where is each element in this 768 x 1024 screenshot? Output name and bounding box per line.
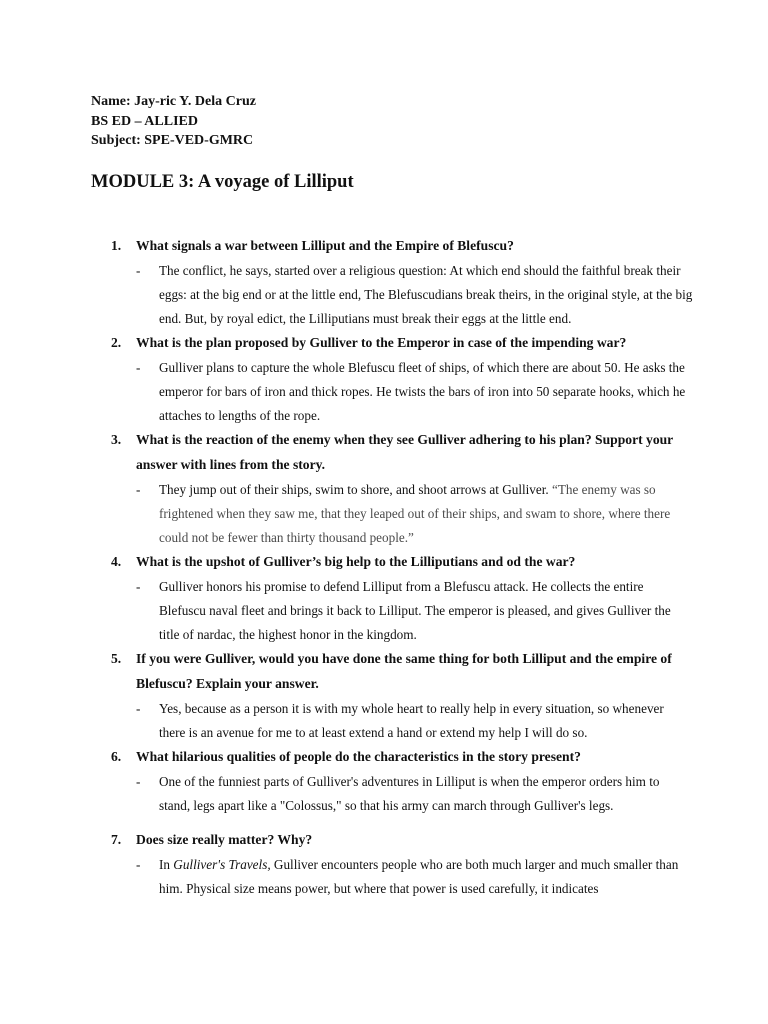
answer-7 [91,853,693,901]
question-item-7 [91,828,693,901]
answer-2 [91,356,693,429]
question-list [91,234,693,901]
story-quote: “The enemy was so frightened when they saw me, that they leaped out of their ships, and swam to shore, where there could not be fewer than thirty thousand people.” [159,481,671,545]
answer-3 [91,478,693,551]
question-number: 5. [111,651,122,667]
list-dash: - [136,773,141,789]
question-number: 7. [111,832,122,847]
question-number: 1. [111,238,122,253]
answer-text: The conflict, he says, started over a religious question: At which end should the faithful break their eggs: at the big end or at the little end, The Blefuscudians break theirs, in the original style, at the big end. But, by royal edict, the Lilliputians must break their eggs at the little end. [159,262,693,326]
answer-5 [91,697,693,745]
question-6 [91,745,693,770]
book-title: Gulliver's Travels, [173,856,271,872]
question-text: If you were Gulliver, would you have done the same thing for both Lilliput and the empire of Blefuscu? Explain your answer. [136,651,672,691]
list-dash: - [136,700,141,716]
question-text: What is the reaction of the enemy when they see Gulliver adhering to his plan? Support your answer with lines from the story. [136,432,673,472]
question-3 [91,428,693,477]
question-1 [91,234,693,259]
question-item-3 [91,428,693,550]
answer-4 [91,575,693,648]
question-text: What signals a war between Lilliput and the Empire of Blefuscu? [136,238,514,253]
list-dash: - [136,262,141,278]
question-text: Does size really matter? Why? [136,832,313,847]
answer-1 [91,259,693,332]
question-text: What is the upshot of Gulliver’s big help to the Lilliputians and od the war? [136,554,576,570]
question-number: 4. [111,554,122,570]
module-title: MODULE 3: A voyage of Lilliput [91,172,354,192]
list-dash: - [136,578,141,594]
answer-6 [91,770,693,818]
list-dash: - [136,481,141,497]
student-info [91,92,256,151]
question-text: What is the plan proposed by Gulliver to the Emperor in case of the impending war? [136,335,627,351]
spacer [91,818,693,828]
question-5 [91,647,693,696]
question-number: 6. [111,749,122,764]
question-text: What hilarious qualities of people do the characteristics in the story present? [136,749,581,764]
question-item-6 [91,745,693,818]
answer-text: Gulliver encounters people who are both much larger and much smaller than him. Physical size means power, but where that power is used carefully, it indicates [159,856,679,896]
answer-prefix: In [159,856,170,872]
question-item-5 [91,647,693,745]
question-4 [91,550,693,575]
answer-text: Yes, because as a person it is with my whole heart to really help in every situation, so whenever there is an avenue for me to at least extend a hand or extend my help I will do so. [159,700,664,740]
question-7 [91,828,693,853]
student-program: BS ED – ALLIED [91,113,198,129]
question-2 [91,331,693,356]
student-name: Name: Jay-ric Y. Dela Cruz [91,94,256,109]
question-item-4 [91,550,693,647]
answer-text: They jump out of their ships, swim to shore, and shoot arrows at Gulliver. [159,481,549,497]
list-dash: - [136,359,141,375]
answer-text: Gulliver honors his promise to defend Lilliput from a Blefuscu attack. He collects the entire Blefuscu naval fleet and brings it back to Lilliput. The emperor is pleased, and gives Gulliver the title of nardac, the highest honor in the kingdom. [159,578,671,643]
question-item-2 [91,331,693,428]
question-number: 2. [111,335,122,351]
question-number: 3. [111,432,122,448]
list-dash: - [136,856,141,872]
student-subject: Subject: SPE-VED-GMRC [91,133,254,148]
answer-text: Gulliver plans to capture the whole Blefuscu fleet of ships, of which there are about 50. He asks the emperor for bars of iron and thick ropes. He twists the bars of iron into 50 separate hooks, which he attaches to lengths of the rope. [159,359,686,424]
answer-text: One of the funniest parts of Gulliver's adventures in Lilliput is when the emperor orders him to stand, legs apart like a "Colossus," so that his army can march through Gulliver's legs. [159,773,660,813]
question-item-1 [91,234,693,331]
